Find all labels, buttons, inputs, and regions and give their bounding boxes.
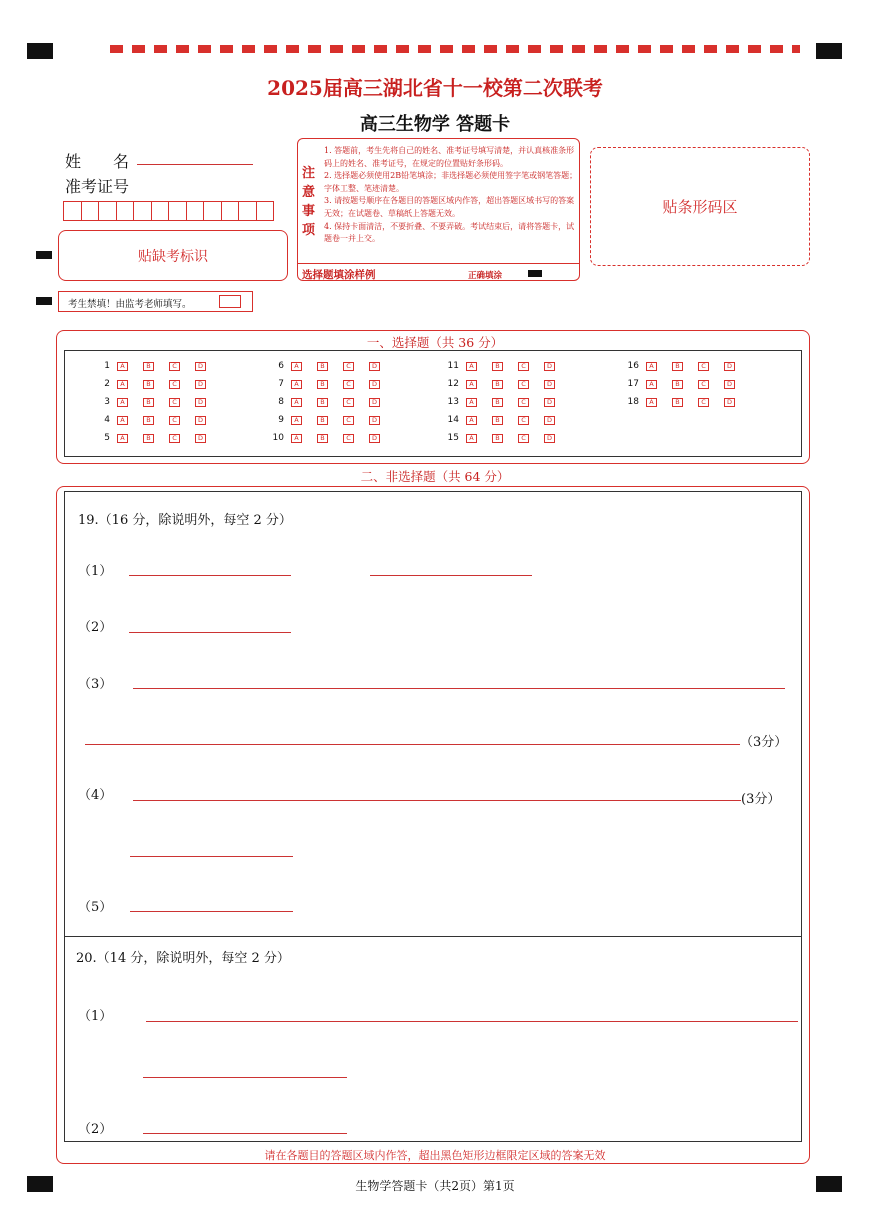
q19-part-3-label: （3） [78,677,113,692]
proctor-checkbox[interactable] [219,295,241,308]
q19-1-answer-a[interactable] [129,575,291,576]
question-number: 11 [447,361,459,371]
answer-bubble[interactable]: B [492,416,503,425]
answer-bubble[interactable]: C [343,380,354,389]
answer-bubble[interactable]: A [466,362,477,371]
answer-bubble[interactable]: A [646,380,657,389]
answer-bubble[interactable]: C [518,416,529,425]
answer-bubble[interactable]: C [343,416,354,425]
q20-1-answer-line-2[interactable] [143,1077,347,1078]
q19-part-1-label: （1） [78,564,113,579]
mcq-question [443,379,570,389]
answer-bubble[interactable]: B [317,416,328,425]
question-number: 1 [104,361,110,371]
answer-bubble[interactable]: A [117,434,128,443]
q19-part-5-label: （5） [78,900,113,915]
name-field[interactable] [137,164,253,165]
answer-bubble[interactable]: A [117,362,128,371]
answer-bubble[interactable]: C [698,380,709,389]
q19-part-2-label: （2） [78,620,113,635]
mcq-question [623,361,750,371]
proctor-note-text: 考生禁填！由监考老师填写。 [68,299,192,310]
absent-sticker-label: 贴缺考标识 [138,248,208,265]
question-number: 6 [278,361,284,371]
top-dash-bar [110,45,800,53]
answer-bubble[interactable]: D [724,398,735,407]
absent-sticker-area[interactable] [58,230,288,281]
q19-1-answer-b[interactable] [370,575,532,576]
answer-bubble[interactable]: C [518,362,529,371]
exam-id-boxes[interactable] [63,201,273,221]
fill-sample-label: 选择题填涂样例 [302,269,376,281]
id-cell[interactable] [116,201,135,221]
question-number: 12 [447,379,459,389]
name-label: 姓 名 [65,152,130,171]
answer-bubble[interactable]: B [492,362,503,371]
q19-5-answer[interactable] [130,911,293,912]
answer-bubble[interactable]: D [195,380,206,389]
q20-part-2-label: （2） [78,1122,113,1137]
answer-bubble[interactable]: C [698,398,709,407]
answer-bubble[interactable]: C [698,362,709,371]
id-cell[interactable] [151,201,170,221]
answer-bubble[interactable]: D [369,434,380,443]
mcq-question [94,361,221,371]
question-number: 3 [104,397,110,407]
answer-bubble[interactable]: A [291,434,302,443]
question-number: 2 [104,379,110,389]
mcq-question [623,379,750,389]
answer-bubble[interactable]: B [317,380,328,389]
question-number: 17 [627,379,639,389]
mcq-question [268,361,395,371]
mcq-question [443,397,570,407]
answer-bubble[interactable]: B [143,362,154,371]
answer-bubble[interactable]: A [466,416,477,425]
q19-3-answer-line-1[interactable] [133,688,785,689]
id-cell[interactable] [63,201,82,221]
id-cell[interactable] [168,201,187,221]
answer-bubble[interactable]: D [369,362,380,371]
proctor-note-box [58,291,253,312]
timing-mark-top-left [27,43,53,59]
q20-1-answer-line-1[interactable] [146,1021,798,1022]
question-number: 4 [104,415,110,425]
question-number: 15 [447,433,459,443]
question-number: 7 [278,379,284,389]
answer-bubble[interactable]: C [343,398,354,407]
free-response-box [64,491,802,1142]
q19-part-4-label: （4） [78,788,113,803]
answer-bubble[interactable]: D [195,362,206,371]
answer-bubble[interactable]: A [646,362,657,371]
answer-bubble[interactable]: D [195,434,206,443]
answer-bubble[interactable]: D [369,380,380,389]
exam-id-label: 准考证号 [65,177,130,196]
answer-bubble[interactable]: C [518,434,529,443]
answer-bubble[interactable]: C [518,398,529,407]
answer-bubble[interactable]: D [544,380,555,389]
answer-bubble[interactable]: C [169,416,180,425]
answer-bubble[interactable]: C [343,434,354,443]
q20-part-1-label: （1） [78,1009,113,1024]
q19-3-score: （3分） [740,735,788,750]
id-cell[interactable] [186,201,205,221]
question-number: 14 [447,415,459,425]
answer-bubble[interactable]: C [343,362,354,371]
answer-bubble[interactable]: B [672,362,683,371]
q19-3-answer-line-2[interactable] [85,744,740,745]
id-cell[interactable] [133,201,152,221]
answer-bubble[interactable]: A [291,416,302,425]
mcq-question [443,361,570,371]
answer-bubble[interactable]: D [724,362,735,371]
answer-bubble[interactable]: A [117,416,128,425]
answer-bubble[interactable]: A [291,380,302,389]
q19-heading: 19.（16 分，除说明外，每空 2 分） [78,513,292,528]
answer-bubble[interactable]: C [169,362,180,371]
answer-bubble[interactable]: B [492,434,503,443]
answer-bubble[interactable]: B [143,416,154,425]
mcq-question [94,379,221,389]
free-response-title: 二、非选择题（共 64 分） [350,467,520,485]
answer-bubble[interactable]: A [291,398,302,407]
question-number: 18 [627,397,639,407]
mcq-question [443,415,570,425]
answer-bubble[interactable]: A [117,398,128,407]
notice-box [297,138,580,281]
answer-bubble[interactable]: D [544,362,555,371]
answer-bubble[interactable]: D [544,416,555,425]
mcq-question [623,397,750,407]
answer-bubble[interactable]: D [369,416,380,425]
mcq-question [268,433,395,443]
q19-2-answer[interactable] [129,632,291,633]
answer-bubble[interactable]: B [143,398,154,407]
mcq-question [268,415,395,425]
notice-item: 3. 请按题号顺序在各题目的答题区域内作答，超出答题区域书写的答案无效；在试题卷、草稿纸上答题无效。 [324,196,575,218]
answer-bubble[interactable]: B [672,380,683,389]
question-number: 5 [104,433,110,443]
question-number: 10 [272,433,284,443]
q20-heading: 20.（14 分，除说明外，每空 2 分） [76,951,290,966]
notice-divider [298,263,579,264]
answer-bubble[interactable]: B [672,398,683,407]
question-number: 16 [627,361,639,371]
answer-bubble[interactable]: A [646,398,657,407]
q19-4-answer-line-2[interactable] [130,856,293,857]
q19-4-answer-line-1[interactable] [133,800,741,801]
question-divider [64,936,802,937]
answer-bubble[interactable]: D [195,398,206,407]
question-number: 9 [278,415,284,425]
notice-item: 2. 选择题必须使用2B铅笔填涂；非选择题必须使用签字笔或钢笔答题；字体工整、笔迹清楚。 [324,171,578,193]
id-cell[interactable] [81,201,100,221]
id-cell[interactable] [203,201,222,221]
barcode-area[interactable] [590,147,810,266]
correct-fill-sample [528,270,542,277]
answer-bubble[interactable]: D [724,380,735,389]
answer-bubble[interactable]: C [169,398,180,407]
id-cell[interactable] [98,201,117,221]
q19-4-score: (3分） [741,792,781,807]
answer-bubble[interactable]: A [466,380,477,389]
id-cell[interactable] [221,201,240,221]
answer-bubble[interactable]: B [317,362,328,371]
answer-bubble[interactable]: D [544,398,555,407]
answer-bubble[interactable]: C [169,380,180,389]
answer-bubble[interactable]: D [195,416,206,425]
exam-title: 2025届高三湖北省十一校第二次联考 [267,76,603,100]
mcq-title: 一、选择题（共 36 分） [366,335,504,350]
mcq-question [268,379,395,389]
answer-bubble[interactable]: C [169,434,180,443]
mcq-question [94,415,221,425]
answer-bubble[interactable]: B [492,398,503,407]
page-number: 生物学答题卡（共2页）第1页 [355,1179,515,1193]
correct-fill-label: 正确填涂 [468,271,503,281]
answer-bubble[interactable]: B [143,434,154,443]
answer-bubble[interactable]: D [369,398,380,407]
notice-items [324,145,578,246]
answer-sheet-title: 高三生物学 答题卡 [359,114,511,135]
timing-mark-top-right [816,43,842,59]
notice-item: 4. 保持卡面清洁，不要折叠、不要弄破。考试结束后，请将答题卡，试题卷一并上交。 [324,221,575,244]
answer-bubble[interactable]: C [518,380,529,389]
answer-bubble[interactable]: A [117,380,128,389]
question-number: 13 [447,397,459,407]
answer-bubble[interactable]: B [317,398,328,407]
barcode-area-label: 贴条形码区 [662,198,738,216]
answer-bubble[interactable]: B [317,434,328,443]
timing-mark-mid-1 [36,251,52,259]
id-cell[interactable] [238,201,257,221]
answer-bubble[interactable]: A [291,362,302,371]
answer-bubble[interactable]: D [544,434,555,443]
boundary-warning: 请在各题目的答题区域内作答，超出黑色矩形边框限定区域的答案无效 [264,1149,606,1162]
answer-bubble[interactable]: A [466,398,477,407]
timing-mark-mid-2 [36,297,52,305]
notice-heading: 注意事项 [302,166,316,238]
id-cell[interactable] [256,201,275,221]
mcq-question [94,433,221,443]
mcq-question [268,397,395,407]
mcq-question [443,433,570,443]
answer-bubble[interactable]: A [466,434,477,443]
answer-bubble[interactable]: B [492,380,503,389]
notice-item: 1. 答题前，考生先将自己的姓名、准考证号填写清楚，并认真核准条形码上的姓名、准考证号，在规定的位置贴好条形码。 [324,146,575,168]
answer-bubble[interactable]: B [143,380,154,389]
mcq-question [94,397,221,407]
q20-2-answer[interactable] [143,1133,347,1134]
question-number: 8 [278,397,284,407]
